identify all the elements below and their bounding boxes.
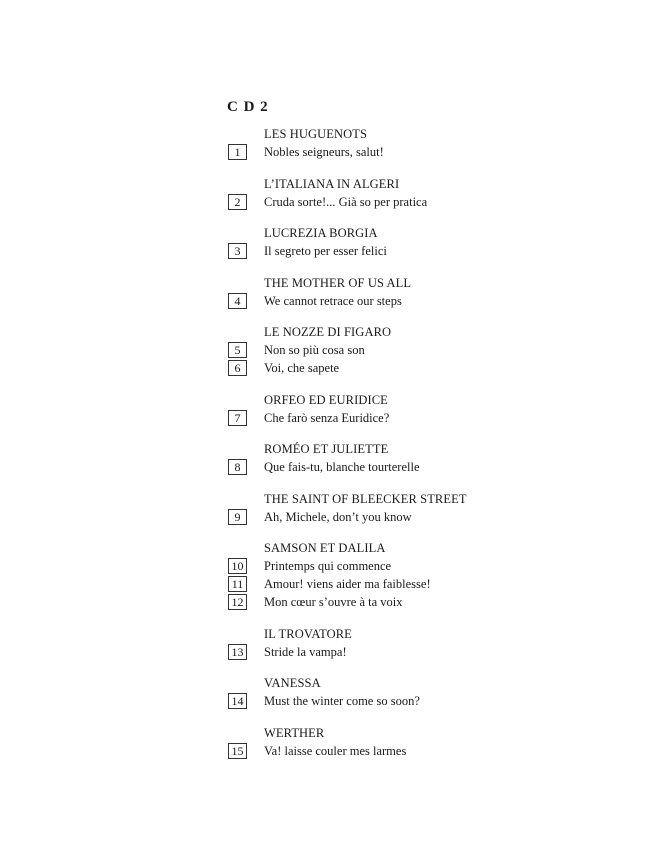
work-title: LES HUGUENOTS xyxy=(264,127,368,141)
track-row xyxy=(228,643,628,661)
track-row xyxy=(228,557,628,575)
work-title: VANESSA xyxy=(264,676,321,690)
track-name: Printemps qui commence xyxy=(264,559,392,573)
track-row xyxy=(228,359,628,377)
track-number-box: 15 xyxy=(228,743,247,759)
work-title: THE SAINT OF BLEECKER STREET xyxy=(264,491,467,506)
track-number-box: 12 xyxy=(228,594,247,610)
track-number-box: 3 xyxy=(228,243,247,259)
work-group xyxy=(228,175,628,211)
track-name: Va! laisse couler mes larmes xyxy=(264,743,407,758)
work-title: ORFEO ED EURIDICE xyxy=(264,392,388,407)
track-row xyxy=(228,575,628,593)
track-name: Que fais-tu, blanche tourterelle xyxy=(264,460,420,474)
work-group xyxy=(228,274,628,310)
track-number-box: 11 xyxy=(228,576,247,592)
work-group xyxy=(228,125,628,161)
track-row xyxy=(228,341,628,359)
track-name: Non so più cosa son xyxy=(264,343,365,357)
work-title: THE MOTHER OF US ALL xyxy=(264,275,412,290)
track-row xyxy=(228,409,628,427)
track-row xyxy=(228,593,628,611)
track-name: Cruda sorte!... Già so per pratica xyxy=(264,194,428,209)
work-group xyxy=(228,539,628,611)
track-row xyxy=(228,742,628,760)
track-row xyxy=(228,692,628,710)
work-group xyxy=(228,490,628,526)
track-row xyxy=(228,458,628,476)
track-name: Mon cœur s’ouvre à ta voix xyxy=(264,595,403,609)
track-name: Nobles seigneurs, salut! xyxy=(264,145,384,159)
work-group xyxy=(228,391,628,427)
disc-heading: C D 2 xyxy=(227,99,269,115)
track-number-box: 6 xyxy=(228,360,247,376)
track-name: Ah, Michele, don’t you know xyxy=(264,509,412,524)
track-number-box: 9 xyxy=(228,509,247,525)
work-title: WERTHER xyxy=(264,725,325,740)
track-row xyxy=(228,193,628,211)
track-number-box: 5 xyxy=(228,342,247,358)
track-name: Voi, che sapete xyxy=(264,361,340,375)
track-row xyxy=(228,292,628,310)
work-group xyxy=(228,674,628,710)
track-row xyxy=(228,508,628,526)
work-title: SAMSON ET DALILA xyxy=(264,541,386,555)
track-number-box: 1 xyxy=(228,144,247,160)
work-title: LE NOZZE DI FIGARO xyxy=(264,325,392,339)
work-group xyxy=(228,323,628,377)
work-title: L’ITALIANA IN ALGERI xyxy=(264,176,400,191)
work-group xyxy=(228,440,628,476)
track-name: Il segreto per esser felici xyxy=(264,244,387,258)
track-name: Amour! viens aider ma faiblesse! xyxy=(264,577,431,591)
work-title: IL TROVATORE xyxy=(264,626,352,641)
track-number-box: 13 xyxy=(228,644,247,660)
track-name: We cannot retrace our steps xyxy=(264,293,402,308)
track-number-box: 7 xyxy=(228,410,247,426)
track-row xyxy=(228,242,628,260)
track-number-box: 14 xyxy=(228,693,247,709)
track-number-box: 8 xyxy=(228,459,247,475)
work-title: LUCREZIA BORGIA xyxy=(264,226,378,240)
work-title: ROMÉO ET JULIETTE xyxy=(264,442,389,456)
track-name: Must the winter come so soon? xyxy=(264,694,420,708)
track-name: Che farò senza Euridice? xyxy=(264,410,390,425)
track-listing xyxy=(228,125,628,773)
track-row xyxy=(228,143,628,161)
track-number-box: 4 xyxy=(228,293,247,309)
track-number-box: 10 xyxy=(228,558,247,574)
work-group xyxy=(228,224,628,260)
work-group xyxy=(228,625,628,661)
track-name: Stride la vampa! xyxy=(264,644,347,659)
track-number-box: 2 xyxy=(228,194,247,210)
work-group xyxy=(228,724,628,760)
